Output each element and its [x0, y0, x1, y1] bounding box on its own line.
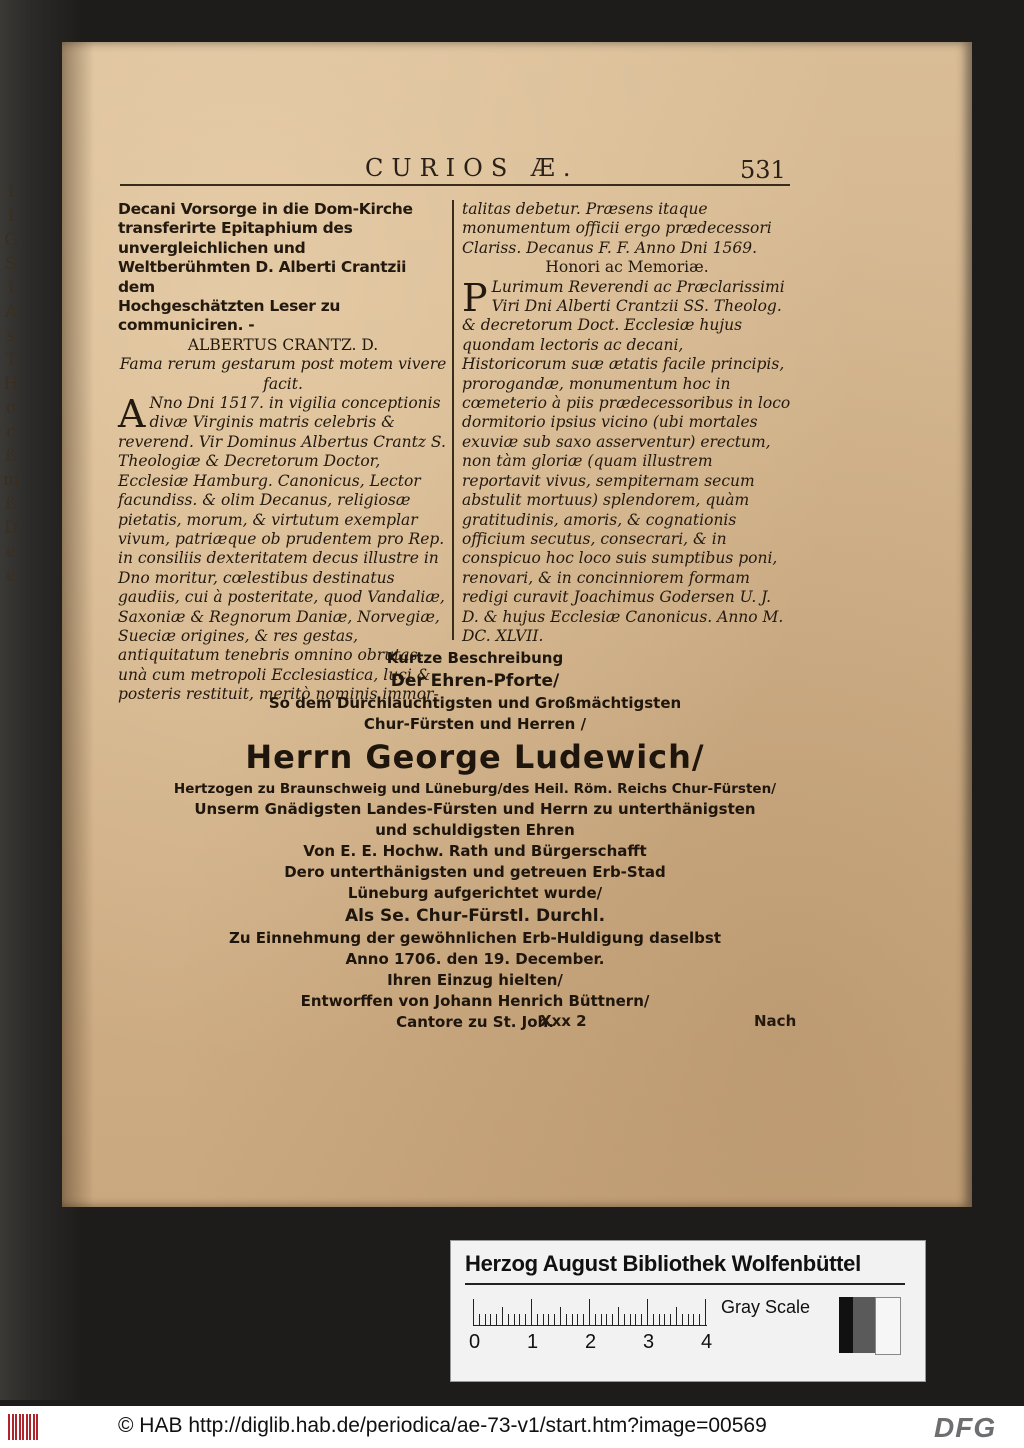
barcode-bar [33, 1414, 35, 1440]
barcode-icon [8, 1414, 40, 1440]
ruler-tick [479, 1314, 480, 1325]
title-line: Anno 1706. den 19. December. [345, 950, 605, 968]
barcode-bar [15, 1414, 17, 1440]
left-body-text: Nno Dni 1517. in vigilia conceptionis divæ Virginis matris celebris & reverend. Vir Dominus Albertus Crantz S. Theologiæ & Decretorum Doctor, Ecclesiæ Hamburg. Canonicus, Lector facundiss. & olim Decanus, religiosæ pietatis, morum, & virtutum exemplar vivum, patriæque ob prudentem pro Rep. in consiliis dexteritatem decus illustre in Dno moritur, cœlestibus destinatus gaudiis, cui à posteritate, quod Vandaliæ, Saxoniæ & Regnorum Daniæ, Norvegiæ, Sueciæ origines, & res gestas, antiquitatum tenebris omnino obrutas, unà cum metropoli Ecclesiastica, luci & posteris restituit, meritò nominis immor- [118, 394, 446, 704]
title-line: Dero unterthänigsten und getreuen Erb-Stad [284, 863, 666, 881]
left-heading-line: Decani Vorsorge in die Dom-Kirche transferirte Epitaphium des unvergleichlichen und [118, 200, 413, 257]
previous-page-edge [0, 180, 22, 640]
ruler-tick [531, 1299, 532, 1325]
card-rule [465, 1283, 905, 1285]
barcode-bar [36, 1414, 38, 1440]
ruler-tick [612, 1314, 613, 1325]
dfg-logo: DFG [934, 1412, 997, 1443]
barcode-bar [22, 1414, 24, 1440]
title-block [150, 648, 800, 1033]
title-line: Kurtze Beschreibung [386, 649, 564, 667]
title-line: So dem Durchlauchtigsten und Großmächtigsten [268, 694, 682, 712]
ruler-tick [502, 1307, 503, 1325]
prev-page-letter: D [4, 518, 18, 538]
ruler-tick [670, 1314, 671, 1325]
ruler-tick [659, 1314, 660, 1325]
ruler-tick [554, 1314, 555, 1325]
prev-page-letter: I [7, 206, 15, 226]
title-line: Herrn George Ludewich/ [245, 738, 705, 776]
prev-page-letter: S [5, 254, 17, 274]
prev-page-letter: s [6, 326, 16, 346]
right-column [462, 200, 792, 646]
grayscale-label: Gray Scale [721, 1297, 811, 1317]
footer-bar [0, 1406, 1024, 1448]
ruler-tick [630, 1314, 631, 1325]
ruler-tick [566, 1314, 567, 1325]
ruler-tick [595, 1314, 596, 1325]
prev-page-letter: G [4, 230, 18, 250]
ruler-tick [519, 1314, 520, 1325]
title-line: und schuldigsten Ehren [375, 821, 575, 839]
right-dropcap: P [462, 275, 488, 320]
prev-page-letter: I [7, 182, 15, 202]
left-heading-line: ALBERTUS CRANTZ. D. [187, 335, 379, 354]
prev-page-letter: H [3, 374, 19, 394]
gray-swatch-white [875, 1297, 901, 1355]
ruler-tick [705, 1299, 706, 1325]
barcode-bar [29, 1414, 31, 1440]
library-name: Herzog August Bibliothek Wolfenbüttel [465, 1251, 861, 1276]
ruler-numbers [465, 1331, 725, 1357]
title-line: Chur-Fürsten und Herren / [363, 715, 587, 733]
prev-page-letter: e [5, 566, 17, 586]
ruler-tick [583, 1314, 584, 1325]
ruler-tick [537, 1314, 538, 1325]
prev-page-letter: ß [5, 494, 17, 514]
right-column-intro: talitas debetur. Præsens itaque monumentum officii ergo prædecessori Clariss. Decanus F. F. Anno Dni 1569. [462, 200, 772, 257]
left-heading-line: Fama rerum gestarum post motem vivere facit. [119, 355, 447, 393]
ruler-tick [699, 1314, 700, 1325]
title-line: Zu Einnehmung der gewöhnlichen Erb-Huldigung daselbst [228, 929, 722, 947]
column-divider [452, 200, 454, 640]
title-line: Ihren Einzug hielten/ [387, 971, 563, 989]
right-column-body [462, 275, 792, 647]
ruler-tick [647, 1299, 648, 1325]
ruler-tick [624, 1314, 625, 1325]
ruler-scale [473, 1299, 707, 1326]
ruler-tick [682, 1314, 683, 1325]
gray-swatch-black [839, 1297, 853, 1353]
ruler-tick [635, 1314, 636, 1325]
right-body-text: Lurimum Reverendi ac Præclarissimi Viri Dni Alberti Crantzii SS. Theolog. & decretorum Doct. Ecclesiæ hujus quondam lectoris ac decani, Historicorum suæ ætatis facile principis, prorogandæ, monumentum hoc in cœmeterio à piis prædecessoribus in loco dormitorio ipsius vicino (ubi mortales exuviæ sub saxo asserventur) erectum, non tàm gloriæ (quam illustrem reportavit vivus, sempiternam secum abstulit mortuus) splendorem, quàm gratitudinis, amoris, & cognationis officium secutus, consecrari, & in conspicuo hoc loco suis sumptibus poni, renovari, & in concinniorem formam redigi curavit Joachimus Godersen U. J. D. & hujus Ecclesiæ Canonicus. Anno M. DC. XLVII. [462, 277, 791, 645]
ruler-tick [577, 1314, 578, 1325]
ruler-tick [508, 1314, 509, 1325]
title-line: Entworffen von Johann Henrich Büttnern/ [300, 992, 650, 1010]
header-rule [120, 184, 790, 186]
ruler-number: 4 [701, 1331, 713, 1353]
ruler-tick [688, 1314, 689, 1325]
copyright-url[interactable]: © HAB http://diglib.hab.de/periodica/ae-73-v1/start.htm?image=00569 [118, 1414, 767, 1437]
prev-page-letter: c [6, 422, 16, 442]
barcode-bar [8, 1414, 10, 1440]
ruler-tick [473, 1299, 474, 1325]
catchword: Nach [754, 1012, 797, 1030]
running-head: CURIOS Æ. [365, 154, 579, 182]
left-dropcap: A [118, 392, 146, 437]
prev-page-letter: A [4, 302, 18, 322]
ruler-tick [664, 1314, 665, 1325]
ruler-tick [693, 1314, 694, 1325]
prev-page-letter: e [5, 542, 17, 562]
title-line: Unserm Gnädigsten Landes-Fürsten und Herrn zu unterthänigsten [194, 800, 756, 818]
title-line: Hertzogen zu Braunschweig und Lüneburg/des Heil. Röm. Reichs Chur-Fürsten/ [173, 781, 777, 797]
barcode-bar [12, 1414, 14, 1440]
ruler-number: 2 [585, 1331, 597, 1353]
ruler-tick [548, 1314, 549, 1325]
ruler-tick [606, 1314, 607, 1325]
ruler-number: 3 [643, 1331, 655, 1353]
left-heading-line: Weltberühmten D. Alberti Crantzii dem [118, 258, 407, 296]
title-line: Lüneburg aufgerichtet wurde/ [347, 884, 603, 902]
prev-page-letter: T [5, 350, 17, 370]
signature-mark: Xxx 2 [540, 1012, 587, 1030]
prev-page-letter: ß [5, 446, 17, 466]
ruler-tick [525, 1314, 526, 1325]
title-line: Der Ehren-Pforte/ [390, 671, 560, 691]
ruler-tick [490, 1314, 491, 1325]
ruler-tick [601, 1314, 602, 1325]
ruler-tick [543, 1314, 544, 1325]
prev-page-letter: o [5, 398, 17, 418]
title-line: Cantore zu St. Joh. [396, 1013, 554, 1031]
ruler-number: 1 [527, 1331, 539, 1353]
ruler-number: 0 [469, 1331, 481, 1353]
barcode-bar [26, 1414, 28, 1440]
ruler-tick [589, 1299, 590, 1325]
left-column-heading [118, 200, 448, 394]
color-calibration-card [450, 1240, 926, 1382]
ruler-tick [572, 1314, 573, 1325]
ruler-tick [618, 1307, 619, 1325]
ruler-tick [653, 1314, 654, 1325]
ruler-tick [560, 1307, 561, 1325]
right-column-heading: Honori ac Memoriæ. [545, 258, 709, 277]
left-column [118, 200, 448, 705]
left-heading-line: Hochgeschätzten Leser zu communiciren. - [118, 297, 341, 335]
ruler-tick [641, 1314, 642, 1325]
title-line: Von E. E. Hochw. Rath und Bürgerschafft [303, 842, 647, 860]
title-line: Als Se. Chur-Fürstl. Durchl. [344, 906, 606, 926]
barcode-bar [19, 1414, 21, 1440]
prev-page-letter: I [7, 278, 15, 298]
ruler-tick [676, 1307, 677, 1325]
ruler-tick [485, 1314, 486, 1325]
prev-page-letter: m [2, 470, 20, 490]
ruler-tick [496, 1314, 497, 1325]
gray-swatch-mid [853, 1297, 875, 1353]
page-number: 531 [740, 156, 786, 184]
page-gutter-shadow [62, 42, 94, 1207]
ruler-tick [514, 1314, 515, 1325]
